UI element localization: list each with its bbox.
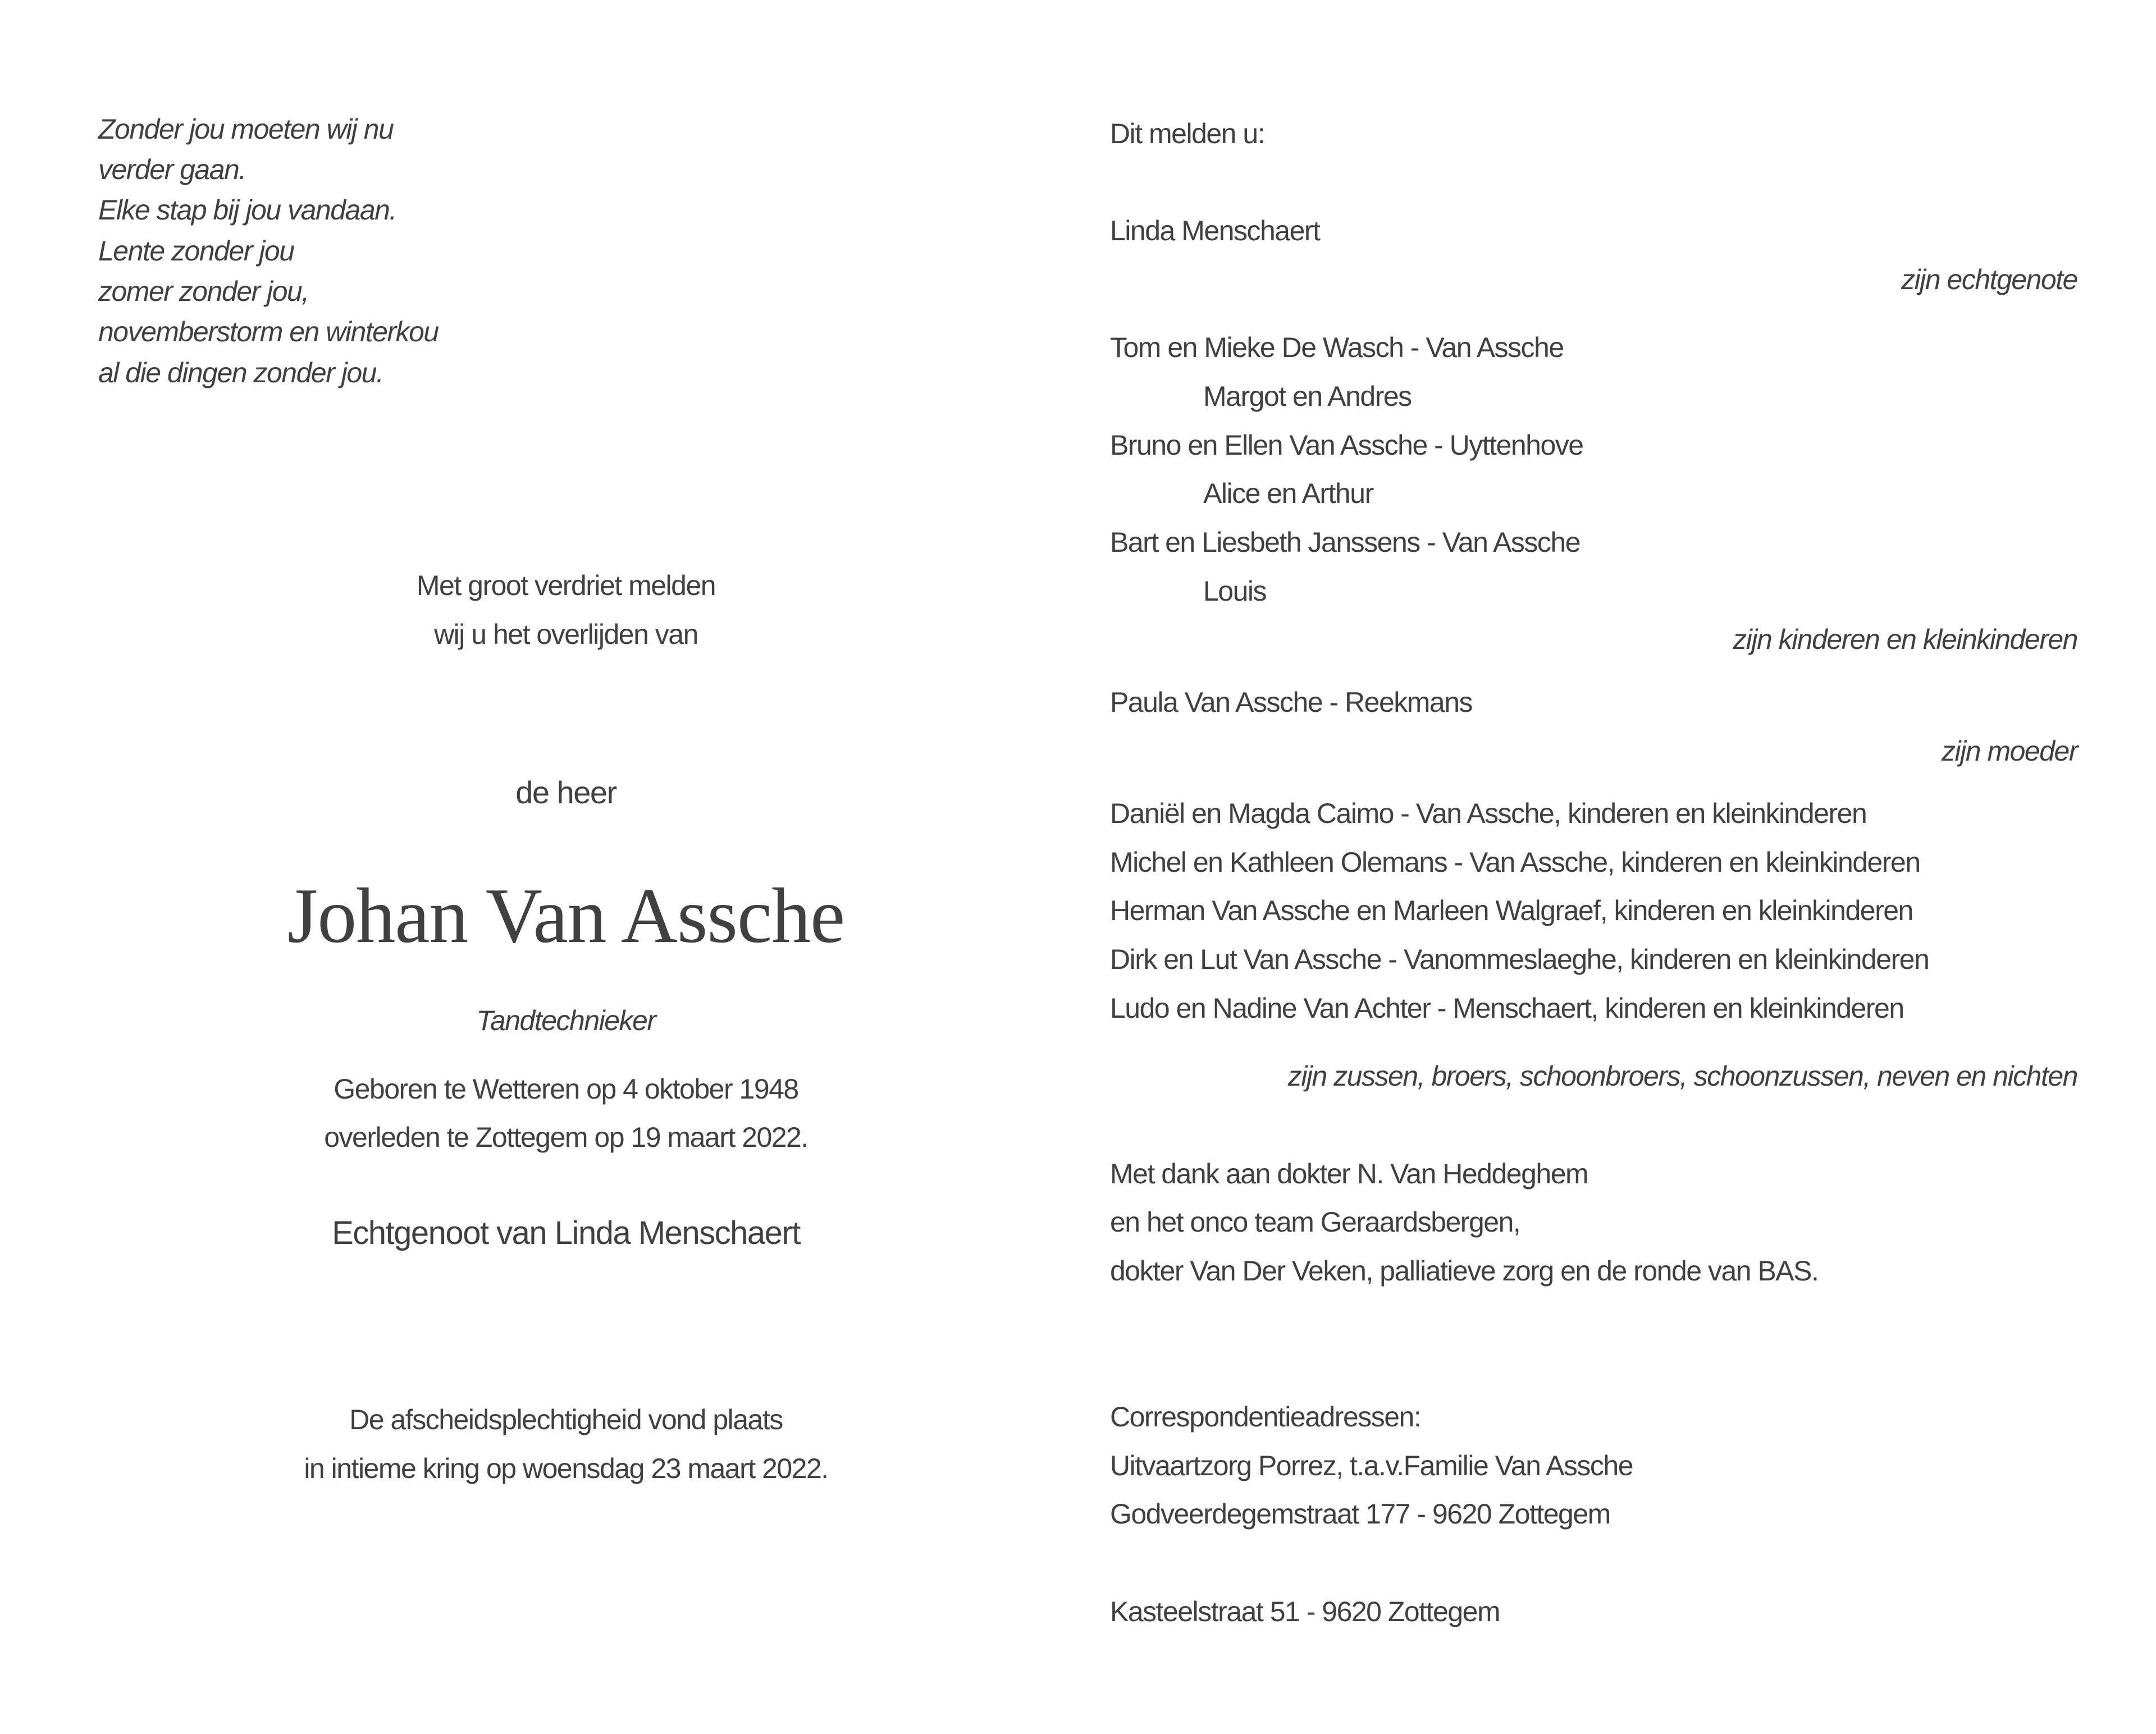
relation-label: zijn moeder xyxy=(1942,735,2077,767)
thanks-line: dokter Van Der Veken, palliatieve zorg en de ronde van BAS. xyxy=(1110,1255,1819,1287)
mother-name: Paula Van Assche - Reekmans xyxy=(1110,687,1473,718)
poem-line: al die dingen zonder jou. xyxy=(98,357,383,388)
poem-line: verder gaan. xyxy=(98,154,246,185)
grandchildren-names: Margot en Andres xyxy=(1203,381,1412,412)
intro-line: Met groot verdriet melden xyxy=(416,570,716,601)
poem-line: novemberstorm en winterkou xyxy=(98,316,438,347)
child-name: Bart en Liesbeth Janssens - Van Assche xyxy=(1110,527,1581,558)
sibling-entry: Ludo en Nadine Van Achter - Menschaert, kinderen en kleinkinderen xyxy=(1110,992,1904,1024)
sibling-entry: Dirk en Lut Van Assche - Vanommeslaeghe, kinderen en kleinkinderen xyxy=(1110,944,1929,975)
sibling-entry: Daniël en Magda Caimo - Van Assche, kinderen en kleinkinderen xyxy=(1110,798,1867,829)
poem-line: Zonder jou moeten wij nu xyxy=(98,113,394,145)
poem-line: Elke stap bij jou vandaan. xyxy=(98,194,396,226)
thanks-line: Met dank aan dokter N. Van Heddeghem xyxy=(1110,1158,1588,1189)
sibling-entry: Herman Van Assche en Marleen Walgraef, kinderen en kleinkinderen xyxy=(1110,895,1913,926)
poem-line: zomer zonder jou, xyxy=(98,276,309,307)
spouse-line: Echtgenoot van Linda Menschaert xyxy=(332,1215,800,1251)
address-line: Godveerdegemstraat 177 - 9620 Zottegem xyxy=(1110,1498,1610,1530)
poem-line: Lente zonder jou xyxy=(98,235,294,267)
ceremony-line: De afscheidsplechtigheid vond plaats xyxy=(349,1404,783,1435)
intro-line: wij u het overlijden van xyxy=(434,619,698,650)
child-name: Bruno en Ellen Van Assche - Uyttenhove xyxy=(1110,429,1583,461)
relation-label: zijn echtgenote xyxy=(1901,264,2077,295)
address-line: Uitvaartzorg Porrez, t.a.v.Familie Van Assche xyxy=(1110,1450,1633,1481)
grandchildren-names: Louis xyxy=(1203,575,1267,607)
ceremony-line: in intieme kring op woensdag 23 maart 2022. xyxy=(304,1453,828,1484)
deceased-name: Johan Van Assche xyxy=(287,872,845,959)
address-line: Kasteelstraat 51 - 9620 Zottegem xyxy=(1110,1596,1500,1627)
relation-label: zijn kinderen en kleinkinderen xyxy=(1733,624,2077,655)
grandchildren-names: Alice en Arthur xyxy=(1203,478,1373,509)
correspondence-label: Correspondentieadressen: xyxy=(1110,1401,1421,1433)
child-name: Tom en Mieke De Wasch - Van Assche xyxy=(1110,332,1564,363)
profession: Tandtechnieker xyxy=(476,1005,656,1036)
title-prefix: de heer xyxy=(515,775,616,810)
thanks-line: en het onco team Geraardsbergen, xyxy=(1110,1206,1520,1238)
death-line: overleden te Zottegem op 19 maart 2022. xyxy=(324,1122,808,1153)
spouse-name: Linda Menschaert xyxy=(1110,215,1320,246)
birth-line: Geboren te Wetteren op 4 oktober 1948 xyxy=(334,1073,798,1105)
family-intro: Dit melden u: xyxy=(1110,118,1265,149)
relation-label: zijn zussen, broers, schoonbroers, schoonzussen, neven en nichten xyxy=(1287,1060,2077,1092)
sibling-entry: Michel en Kathleen Olemans - Van Assche, kinderen en kleinkinderen xyxy=(1110,847,1920,878)
